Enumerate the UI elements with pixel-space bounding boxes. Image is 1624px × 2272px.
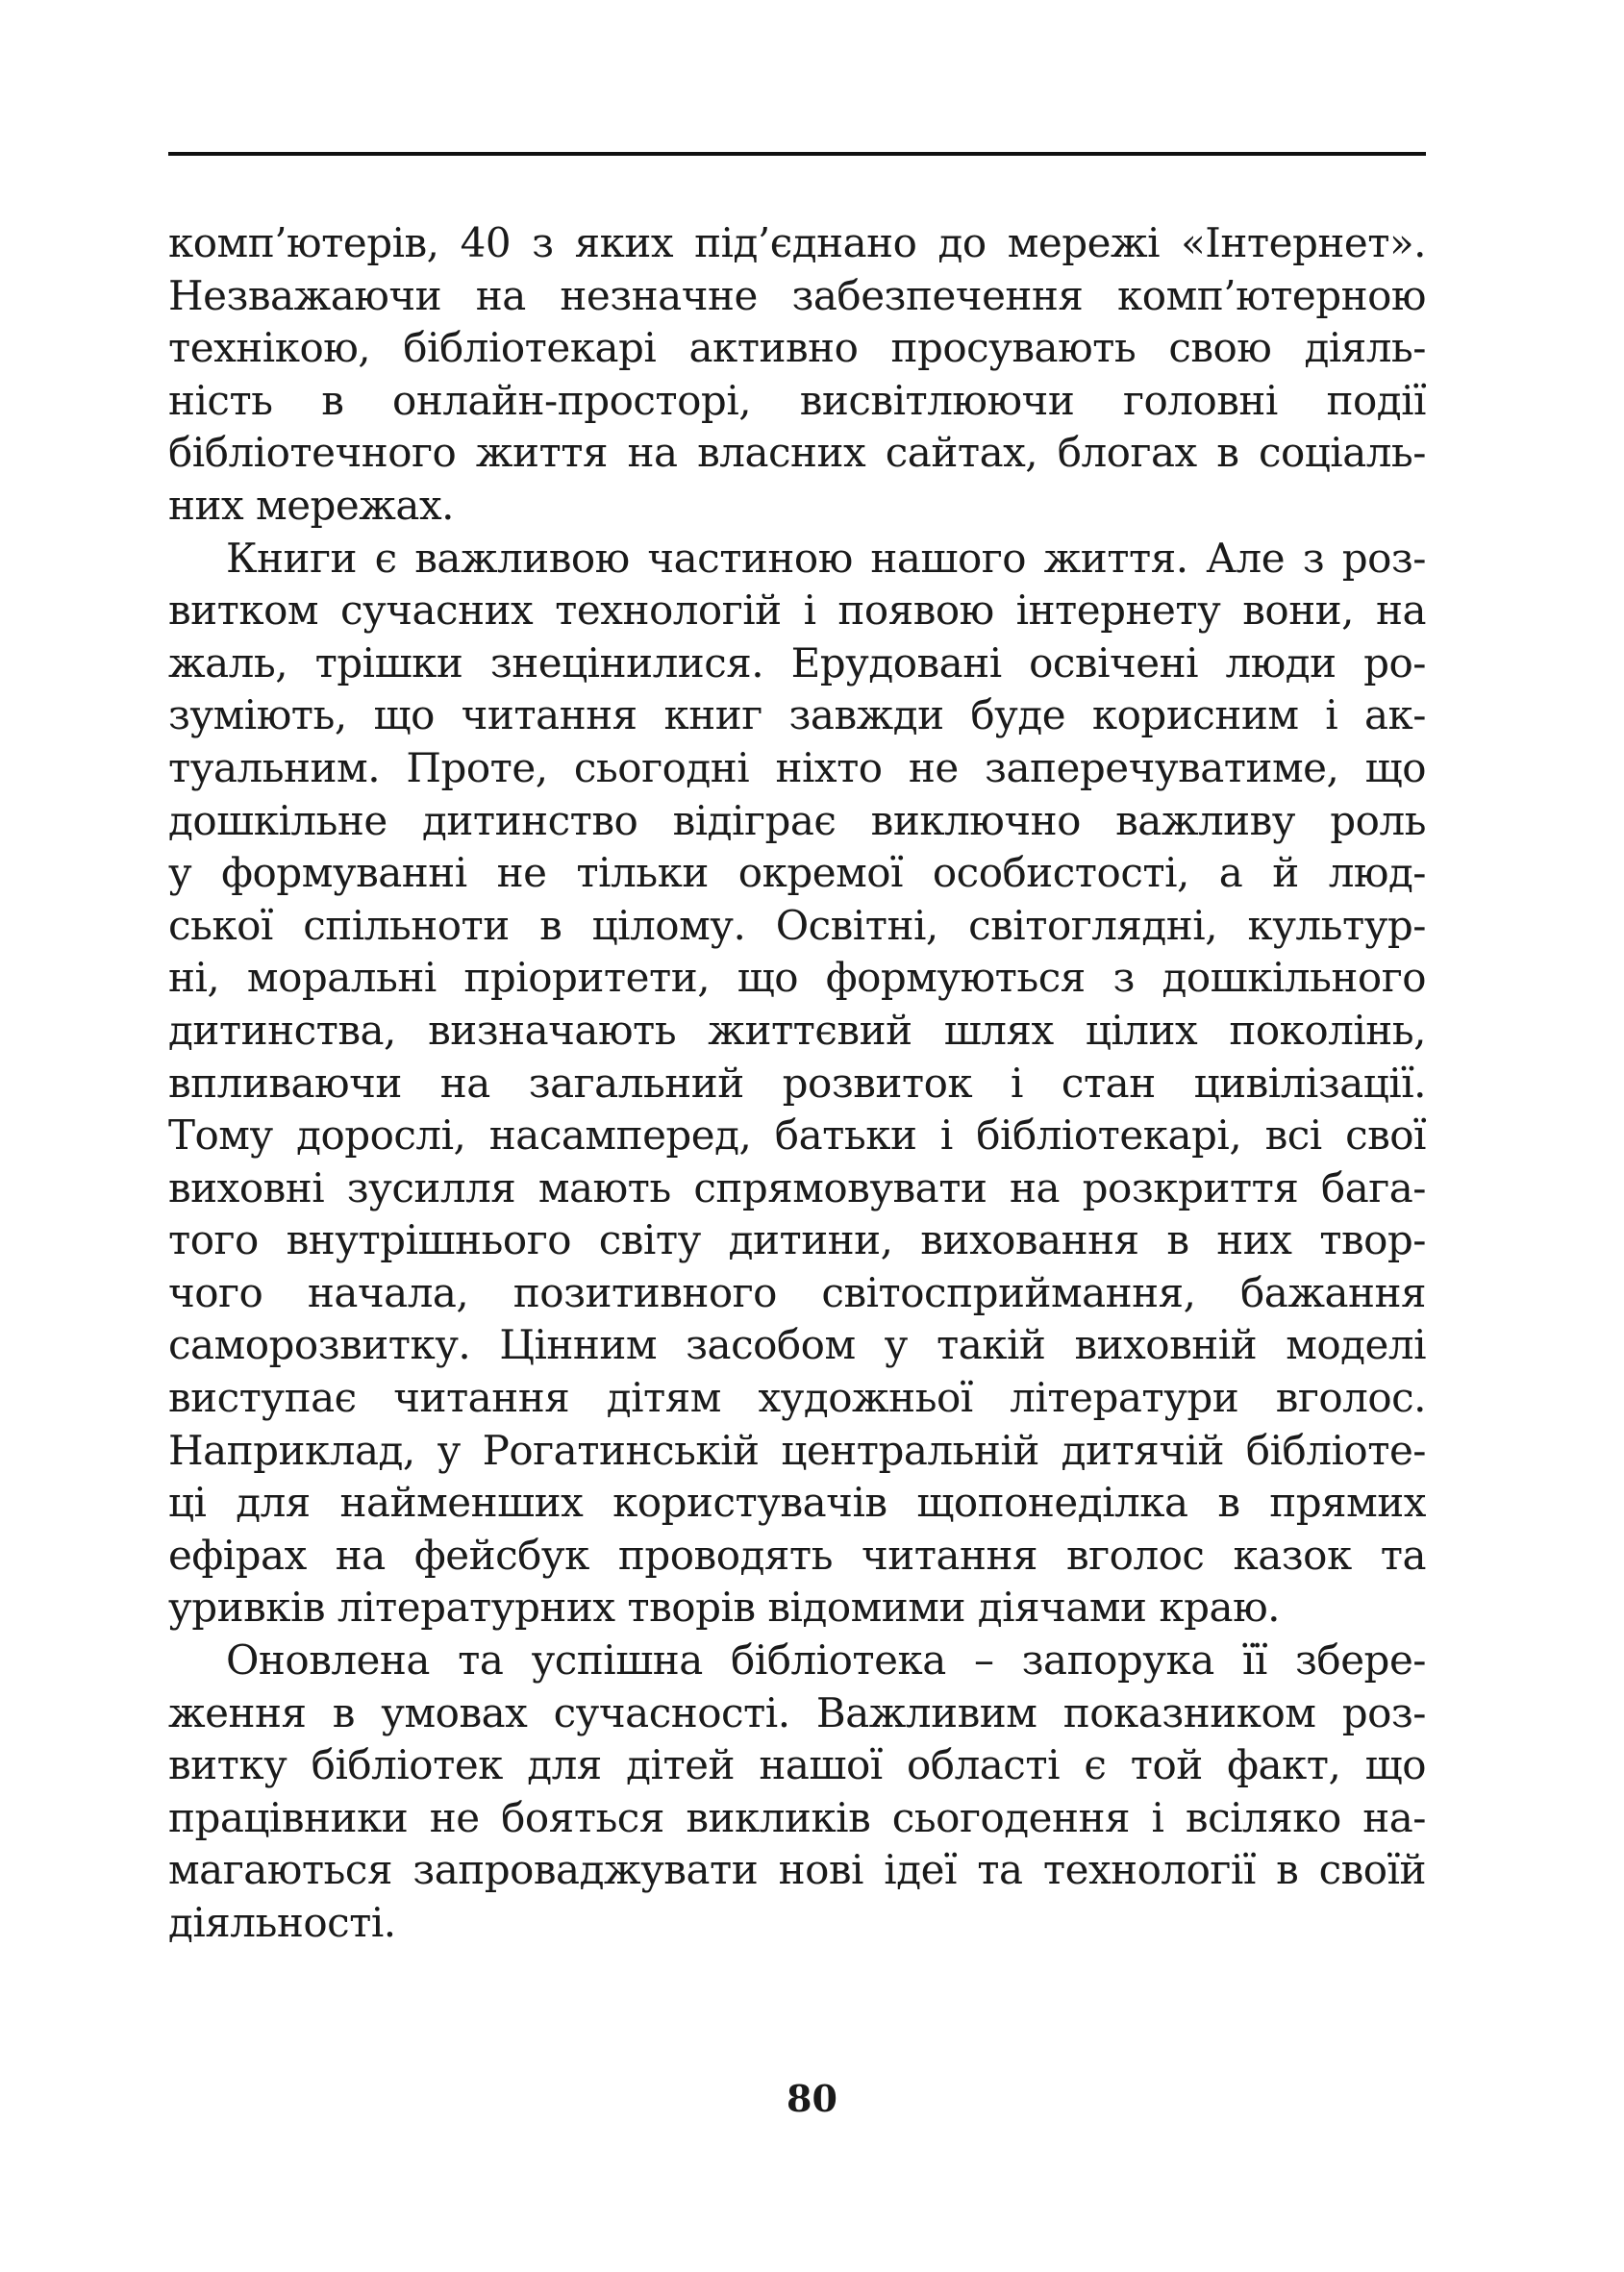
header-rule <box>168 152 1426 156</box>
text-line: жаль, трішки знецінилися. Ерудовані освічені люди ро- <box>168 638 1426 687</box>
paragraph <box>168 217 1426 533</box>
page-body <box>168 217 1426 1950</box>
text-line: дошкільне дитинство відіграє виключно важливу роль <box>168 796 1426 844</box>
text-line: витку бібліотек для дітей нашої області є той факт, що <box>168 1741 1426 1789</box>
text-line: Наприклад, у Рогатинській центральній дитячій бібліоте- <box>168 1426 1426 1474</box>
text-line: у формуванні не тільки окремої особистості, а й люд- <box>168 849 1426 897</box>
text-line: Незважаючи на незначне забезпечення комп’ютерною <box>168 271 1426 319</box>
text-line: магаються запроваджувати нові ідеї та технології в своїй <box>168 1846 1426 1894</box>
text-line: чого начала, позитивного світосприймання, бажання <box>168 1268 1426 1316</box>
paragraph <box>168 533 1426 1635</box>
text-line: ження в умовах сучасності. Важливим показником роз- <box>168 1688 1426 1736</box>
text-line: Книги є важливою частиною нашого життя. Але з роз- <box>226 534 1426 582</box>
text-line: Оновлена та успішна бібліотека – запорука її збере- <box>226 1636 1426 1685</box>
text-line: виступає читання дітям художньої літератури вголос. <box>168 1374 1426 1422</box>
text-line: виховні зусилля мають спрямовувати на розкриття бага- <box>168 1163 1426 1211</box>
text-line: саморозвитку. Цінним засобом у такій виховній моделі <box>168 1321 1426 1369</box>
paragraph <box>168 1635 1426 1950</box>
text-line: ефірах на фейсбук проводять читання вголос казок та <box>168 1531 1426 1579</box>
page-number: 80 <box>787 2077 837 2120</box>
text-line: ність в онлайн-просторі, висвітлюючи головні події <box>168 376 1426 424</box>
text-line: працівники не бояться викликів сьогодення і всіляко на- <box>168 1793 1426 1841</box>
text-line: впливаючи на загальний розвиток і стан цивілізації. <box>168 1059 1426 1107</box>
text-line: бібліотечного життя на власних сайтах, блогах в соціаль- <box>168 429 1426 477</box>
text-line: ні, моральні пріоритети, що формуються з дошкільного <box>168 954 1426 1002</box>
text-line: Тому дорослі, насамперед, батьки і бібліотекарі, всі свої <box>168 1111 1426 1160</box>
text-line: туальним. Проте, сьогодні ніхто не заперечуватиме, що <box>168 743 1426 791</box>
text-line: ці для найменших користувачів щопонеділка в прямих <box>168 1479 1426 1527</box>
text-line: них мережах. <box>168 481 455 529</box>
text-line: зуміють, що читання книг завжди буде корисним і ак- <box>168 691 1426 739</box>
text-line: технікою, бібліотекарі активно просувають свою діяль- <box>168 324 1426 372</box>
text-line: ської спільноти в цілому. Освітні, світоглядні, культур- <box>168 901 1426 949</box>
text-line: уривків літературних творів відомими діячами краю. <box>168 1584 1280 1632</box>
text-line: діяльності. <box>168 1899 396 1946</box>
text-line: витком сучасних технологій і появою інтернету вони, на <box>168 587 1426 635</box>
text-line: дитинства, визначають життєвий шлях цілих поколінь, <box>168 1006 1426 1054</box>
text-line: комп’ютерів, 40 з яких під’єднано до мережі «Інтернет». <box>168 219 1426 266</box>
text-line: того внутрішнього світу дитини, виховання в них твор- <box>168 1216 1426 1264</box>
